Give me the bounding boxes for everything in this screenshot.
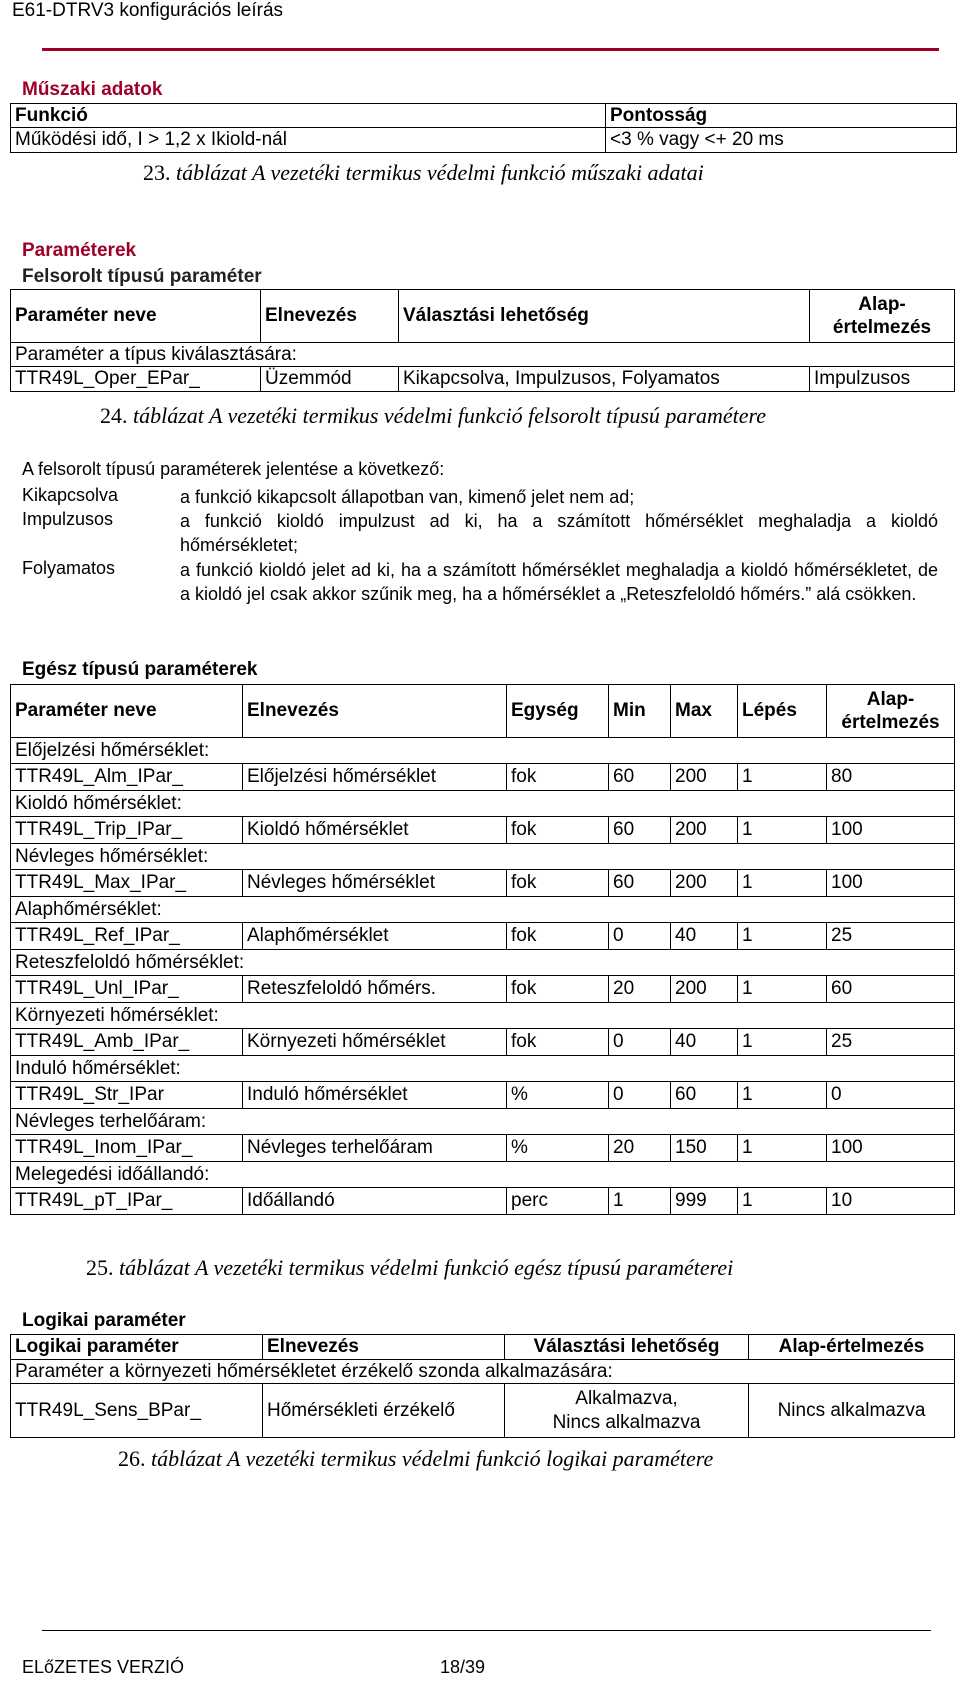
document-header-title: E61-DTRV3 konfigurációs leírás: [12, 0, 284, 21]
int-header-unit: Egység: [507, 685, 609, 738]
int-cell-max: 999: [671, 1188, 738, 1215]
enum-row-label: Üzemmód: [261, 367, 399, 392]
caption-25-num: 25.: [86, 1255, 114, 1280]
int-cell-unit: fok: [507, 870, 609, 897]
footer-version: ELőZETES VERZIÓ: [22, 1657, 185, 1677]
int-cell-name: TTR49L_Str_IPar: [11, 1082, 243, 1109]
int-header-step: Lépés: [738, 685, 827, 738]
caption-23: [143, 160, 704, 186]
logic-row-options: [505, 1384, 749, 1438]
meaning-item-folyamatos: [22, 558, 942, 630]
table-row: [11, 870, 955, 897]
enum-header-default: [810, 290, 955, 343]
int-cell-default: 100: [827, 817, 955, 844]
logic-header-name: Logikai paraméter: [11, 1335, 263, 1360]
header-rule: [42, 48, 939, 51]
int-cell-max: 200: [671, 764, 738, 791]
caption-24: [100, 403, 766, 429]
caption-24-text: táblázat A vezetéki termikus védelmi funkció felsorolt típusú paramétere: [133, 403, 766, 428]
int-cell-step: 1: [738, 870, 827, 897]
int-cell-step: 1: [738, 976, 827, 1003]
int-header-min: Min: [609, 685, 671, 738]
int-cell-unit: fok: [507, 976, 609, 1003]
logic-header-label: Elnevezés: [263, 1335, 505, 1360]
int-cell-unit: fok: [507, 1029, 609, 1056]
int-cell-min: 20: [609, 1135, 671, 1162]
caption-26-num: 26.: [118, 1446, 146, 1471]
caption-26: [118, 1446, 713, 1472]
logic-option-1: Alkalmazva,: [575, 1387, 678, 1409]
int-cell-unit: %: [507, 1135, 609, 1162]
enum-table: [10, 289, 955, 392]
logic-group-row: Paraméter a környezeti hőmérsékletet érzékelő szonda alkalmazására:: [11, 1360, 955, 1384]
logic-row-label: Hőmérsékleti érzékelő: [263, 1384, 505, 1438]
enum-header-default-line1: Alap-: [858, 294, 906, 315]
tech-row-accuracy: <3 % vagy <+ 20 ms: [606, 128, 957, 153]
int-cell-step: 1: [738, 1029, 827, 1056]
int-cell-label: Reteszfeloldó hőmérs.: [243, 976, 507, 1003]
meaning-item-kikapcsolva: [22, 485, 942, 509]
meaning-label: Impulzusos: [22, 509, 114, 529]
int-cell-name: TTR49L_pT_IPar_: [11, 1188, 243, 1215]
int-cell-label: Induló hőmérséklet: [243, 1082, 507, 1109]
int-cell-unit: perc: [507, 1188, 609, 1215]
int-cell-default: 10: [827, 1188, 955, 1215]
int-cell-step: 1: [738, 817, 827, 844]
int-cell-max: 200: [671, 870, 738, 897]
int-group-row: Melegedési időállandó:: [11, 1162, 955, 1188]
int-cell-label: Környezeti hőmérséklet: [243, 1029, 507, 1056]
integer-heading: Egész típusú paraméterek: [22, 659, 258, 680]
meaning-label: Kikapcsolva: [22, 485, 119, 505]
int-cell-default: 25: [827, 923, 955, 950]
int-cell-name: TTR49L_Trip_IPar_: [11, 817, 243, 844]
int-cell-min: 60: [609, 817, 671, 844]
caption-25: [86, 1255, 733, 1281]
int-cell-unit: fok: [507, 817, 609, 844]
int-cell-label: Kioldó hőmérséklet: [243, 817, 507, 844]
int-cell-max: 40: [671, 1029, 738, 1056]
int-cell-default: 60: [827, 976, 955, 1003]
int-cell-name: TTR49L_Amb_IPar_: [11, 1029, 243, 1056]
int-group-row: Előjelzési hőmérséklet:: [11, 738, 955, 764]
table-row: [11, 764, 955, 791]
int-cell-default: 100: [827, 870, 955, 897]
page-number: 18/39: [440, 1657, 486, 1677]
int-cell-max: 150: [671, 1135, 738, 1162]
int-cell-name: TTR49L_Alm_IPar_: [11, 764, 243, 791]
int-cell-step: 1: [738, 1188, 827, 1215]
enum-header-options: Választási lehetőség: [399, 290, 810, 343]
int-header-default-line2: értelmezés: [841, 712, 940, 733]
int-group-row: Névleges terhelőáram:: [11, 1109, 955, 1135]
caption-25-text: táblázat A vezetéki termikus védelmi funkció egész típusú paraméterei: [119, 1255, 734, 1280]
int-cell-default: 0: [827, 1082, 955, 1109]
table-row: [11, 1135, 955, 1162]
meaning-label: Folyamatos: [22, 558, 116, 578]
int-cell-unit: %: [507, 1082, 609, 1109]
int-cell-label: Időállandó: [243, 1188, 507, 1215]
int-cell-name: TTR49L_Max_IPar_: [11, 870, 243, 897]
enum-header-label: Elnevezés: [261, 290, 399, 343]
caption-23-text: táblázat A vezetéki termikus védelmi funkció műszaki adatai: [176, 160, 704, 185]
int-cell-label: Névleges terhelőáram: [243, 1135, 507, 1162]
int-cell-default: 80: [827, 764, 955, 791]
int-group-row: Alaphőmérséklet:: [11, 897, 955, 923]
logic-option-2: Nincs alkalmazva: [552, 1411, 701, 1433]
tech-col-function: Funkció: [11, 104, 606, 128]
int-cell-min: 1: [609, 1188, 671, 1215]
int-cell-name: TTR49L_Inom_IPar_: [11, 1135, 243, 1162]
enum-heading: Felsorolt típusú paraméter: [22, 266, 262, 287]
int-cell-min: 0: [609, 923, 671, 950]
meaning-intro: A felsorolt típusú paraméterek jelentése a következő:: [22, 459, 445, 479]
int-cell-min: 0: [609, 1082, 671, 1109]
logic-row-default: Nincs alkalmazva: [749, 1384, 955, 1438]
enum-row-default: Impulzusos: [810, 367, 955, 392]
int-cell-label: Alaphőmérséklet: [243, 923, 507, 950]
tech-heading: Műszaki adatok: [22, 79, 163, 100]
int-group-row: Névleges hőmérséklet:: [11, 844, 955, 870]
int-header-name: Paraméter neve: [11, 685, 243, 738]
caption-24-num: 24.: [100, 403, 128, 428]
int-header-default: [827, 685, 955, 738]
int-cell-step: 1: [738, 764, 827, 791]
int-cell-unit: fok: [507, 764, 609, 791]
integer-table: [10, 684, 955, 1215]
int-cell-min: 60: [609, 764, 671, 791]
table-row: [11, 976, 955, 1003]
logic-row-name: TTR49L_Sens_BPar_: [11, 1384, 263, 1438]
table-row: [11, 817, 955, 844]
int-header-default-line1: Alap-: [866, 689, 915, 710]
table-row: [11, 1029, 955, 1056]
int-cell-max: 200: [671, 817, 738, 844]
int-cell-label: Előjelzési hőmérséklet: [243, 764, 507, 791]
int-group-row: Kioldó hőmérséklet:: [11, 791, 955, 817]
meaning-text: a funkció kioldó impulzust ad ki, ha a számított hőmérséklet meghaladja a kioldó hőmérsékletet;: [180, 511, 938, 555]
int-cell-min: 0: [609, 1029, 671, 1056]
logic-header-options: Választási lehetőség: [505, 1335, 749, 1360]
table-row: [11, 1082, 955, 1109]
int-cell-max: 40: [671, 923, 738, 950]
int-cell-min: 60: [609, 870, 671, 897]
meaning-text: a funkció kioldó jelet ad ki, ha a számított hőmérséklet meghaladja a kioldó hőmérsékletet, de a kioldó jel csak akkor szűnik meg, ha a hőmérséklet a „Reteszfeloldó hőmérs.” alá csökken.: [180, 560, 938, 604]
int-cell-step: 1: [738, 923, 827, 950]
logic-table: [10, 1334, 955, 1438]
params-heading: Paraméterek: [22, 240, 137, 261]
table-row: [11, 1188, 955, 1215]
int-cell-step: 1: [738, 1135, 827, 1162]
tech-col-accuracy: Pontosság: [606, 104, 957, 128]
meaning-item-impulzusos: [22, 509, 942, 557]
tech-row-function: Működési idő, I > 1,2 x Ikiold-nál: [11, 128, 606, 153]
enum-header-name: Paraméter neve: [11, 290, 261, 343]
caption-23-num: 23.: [143, 160, 171, 185]
caption-26-text: táblázat A vezetéki termikus védelmi funkció logikai paramétere: [151, 1446, 714, 1471]
logic-header-default: Alap-értelmezés: [749, 1335, 955, 1360]
logic-heading: Logikai paraméter: [22, 1310, 186, 1331]
enum-group-row: Paraméter a típus kiválasztására:: [11, 343, 955, 367]
int-cell-min: 20: [609, 976, 671, 1003]
int-cell-default: 100: [827, 1135, 955, 1162]
int-cell-max: 60: [671, 1082, 738, 1109]
int-cell-label: Névleges hőmérséklet: [243, 870, 507, 897]
int-header-max: Max: [671, 685, 738, 738]
tech-table: [10, 103, 957, 153]
int-cell-max: 200: [671, 976, 738, 1003]
footer-rule: [42, 1630, 931, 1631]
meaning-text: a funkció kikapcsolt állapotban van, kimenő jelet nem ad;: [180, 487, 635, 507]
enum-row-options: Kikapcsolva, Impulzusos, Folyamatos: [399, 367, 810, 392]
int-cell-step: 1: [738, 1082, 827, 1109]
int-header-label: Elnevezés: [243, 685, 507, 738]
int-group-row: Környezeti hőmérséklet:: [11, 1003, 955, 1029]
int-cell-name: TTR49L_Ref_IPar_: [11, 923, 243, 950]
table-row: [11, 923, 955, 950]
int-cell-name: TTR49L_Unl_IPar_: [11, 976, 243, 1003]
int-group-row: Induló hőmérséklet:: [11, 1056, 955, 1082]
int-group-row: Reteszfeloldó hőmérséklet:: [11, 950, 955, 976]
int-cell-default: 25: [827, 1029, 955, 1056]
int-cell-unit: fok: [507, 923, 609, 950]
enum-header-default-line2: értelmezés: [832, 317, 932, 338]
enum-row-name: TTR49L_Oper_EPar_: [11, 367, 261, 392]
